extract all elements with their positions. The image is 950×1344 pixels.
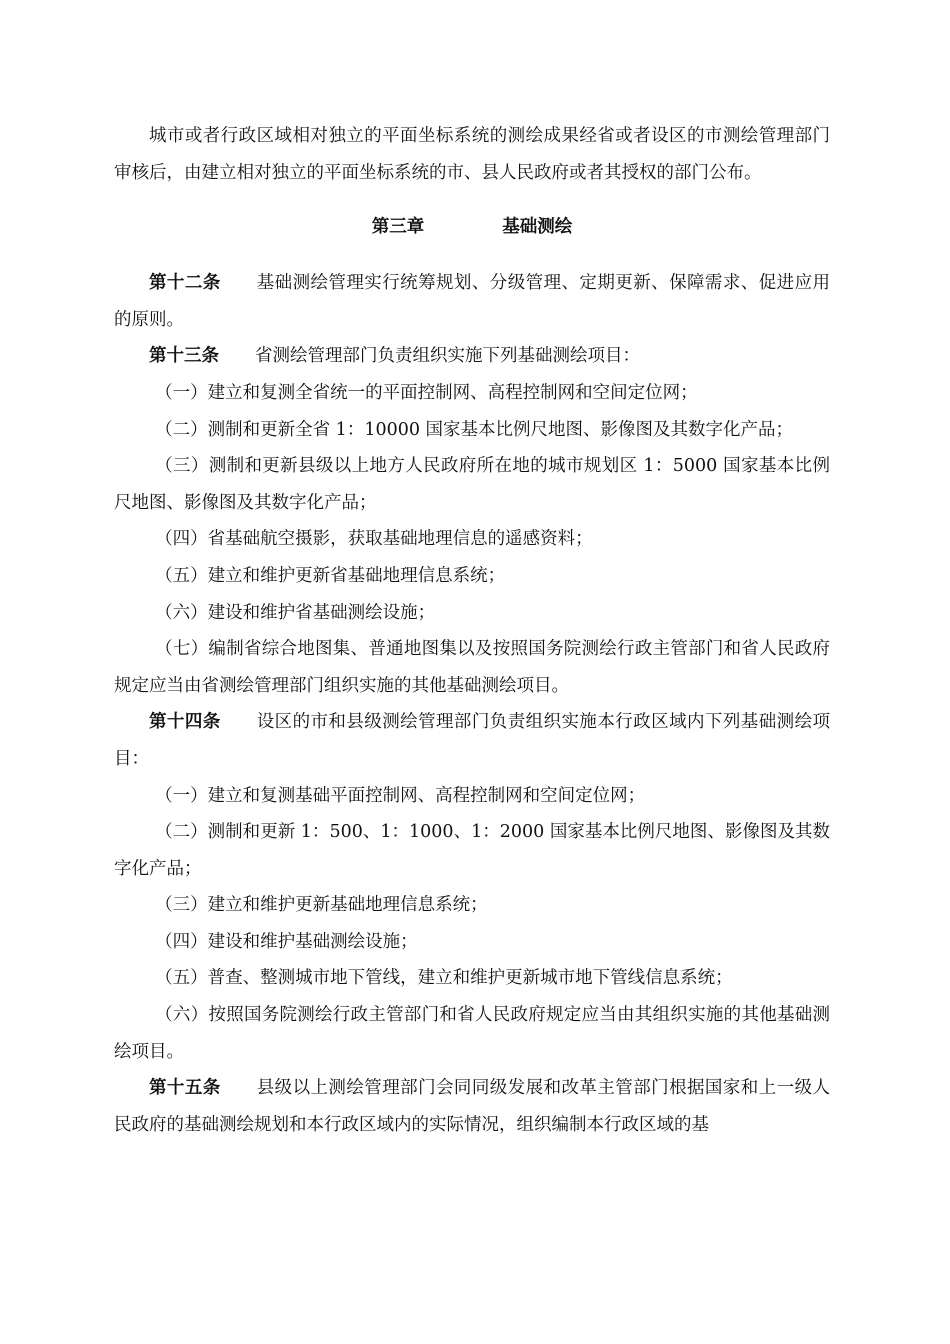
article-number: 第十五条 xyxy=(149,1078,221,1099)
list-item: （五）普查、整测城市地下管线，建立和维护更新城市地下管线信息系统； xyxy=(155,968,733,989)
list-item: （六）建设和维护省基础测绘设施； xyxy=(155,602,436,623)
article-number: 第十四条 xyxy=(149,712,221,733)
article-text: 县级以上测绘管理部门会同同级发展和改革主管部门根据国家和上一级人民政府的基础测绘规划和本行政区域内的实际情况，组织编制本行政区域的基 xyxy=(114,1078,831,1135)
chapter-title: 基础测绘 xyxy=(502,217,573,238)
article-text: 基础测绘管理实行统筹规划、分级管理、定期更新、保障需求、促进应用的原则。 xyxy=(114,273,831,330)
article-13 xyxy=(114,338,830,375)
article-text: 省测绘管理部门负责组织实施下列基础测绘项目： xyxy=(255,346,640,367)
intro-paragraph: 城市或者行政区域相对独立的平面坐标系统的测绘成果经省或者设区的市测绘管理部门审核后，由建立相对独立的平面坐标系统的市、县人民政府或者其授权的部门公布。 xyxy=(114,126,830,183)
list-item: （二）测制和更新全省 1：10000 国家基本比例尺地图、影像图及其数字化产品； xyxy=(155,419,794,440)
chapter-heading xyxy=(114,209,830,245)
list-item: （四）建设和维护基础测绘设施； xyxy=(155,931,418,952)
list-item: （五）建立和维护更新省基础地理信息系统； xyxy=(155,565,506,586)
article-text: 设区的市和县级测绘管理部门负责组织实施本行政区域内下列基础测绘项目： xyxy=(114,712,831,769)
document-page xyxy=(114,118,830,1143)
article-15 xyxy=(114,1070,830,1143)
list-item: （四）省基础航空摄影，获取基础地理信息的遥感资料； xyxy=(155,529,593,550)
list-item: （二）测制和更新 1：500、1：1000、1：2000 国家基本比例尺地图、影像图及其数字化产品； xyxy=(114,822,830,879)
article-number: 第十二条 xyxy=(149,273,221,294)
list-item: （三）建立和维护更新基础地理信息系统； xyxy=(155,895,488,916)
article-number: 第十三条 xyxy=(149,346,219,367)
list-item: （七）编制省综合地图集、普通地图集以及按照国务院测绘行政主管部门和省人民政府规定应当由省测绘管理部门组织实施的其他基础测绘项目。 xyxy=(114,639,830,696)
list-item: （一）建立和复测全省统一的平面控制网、高程控制网和空间定位网； xyxy=(155,382,698,403)
chapter-number: 第三章 xyxy=(371,217,425,238)
article-14 xyxy=(114,704,830,777)
list-item: （三）测制和更新县级以上地方人民政府所在地的城市规划区 1：5000 国家基本比例尺地图、影像图及其数字化产品； xyxy=(114,456,830,513)
article-12 xyxy=(114,265,830,338)
list-item: （一）建立和复测基础平面控制网、高程控制网和空间定位网； xyxy=(155,785,646,806)
list-item: （六）按照国务院测绘行政主管部门和省人民政府规定应当由其组织实施的其他基础测绘项目。 xyxy=(114,1005,830,1062)
